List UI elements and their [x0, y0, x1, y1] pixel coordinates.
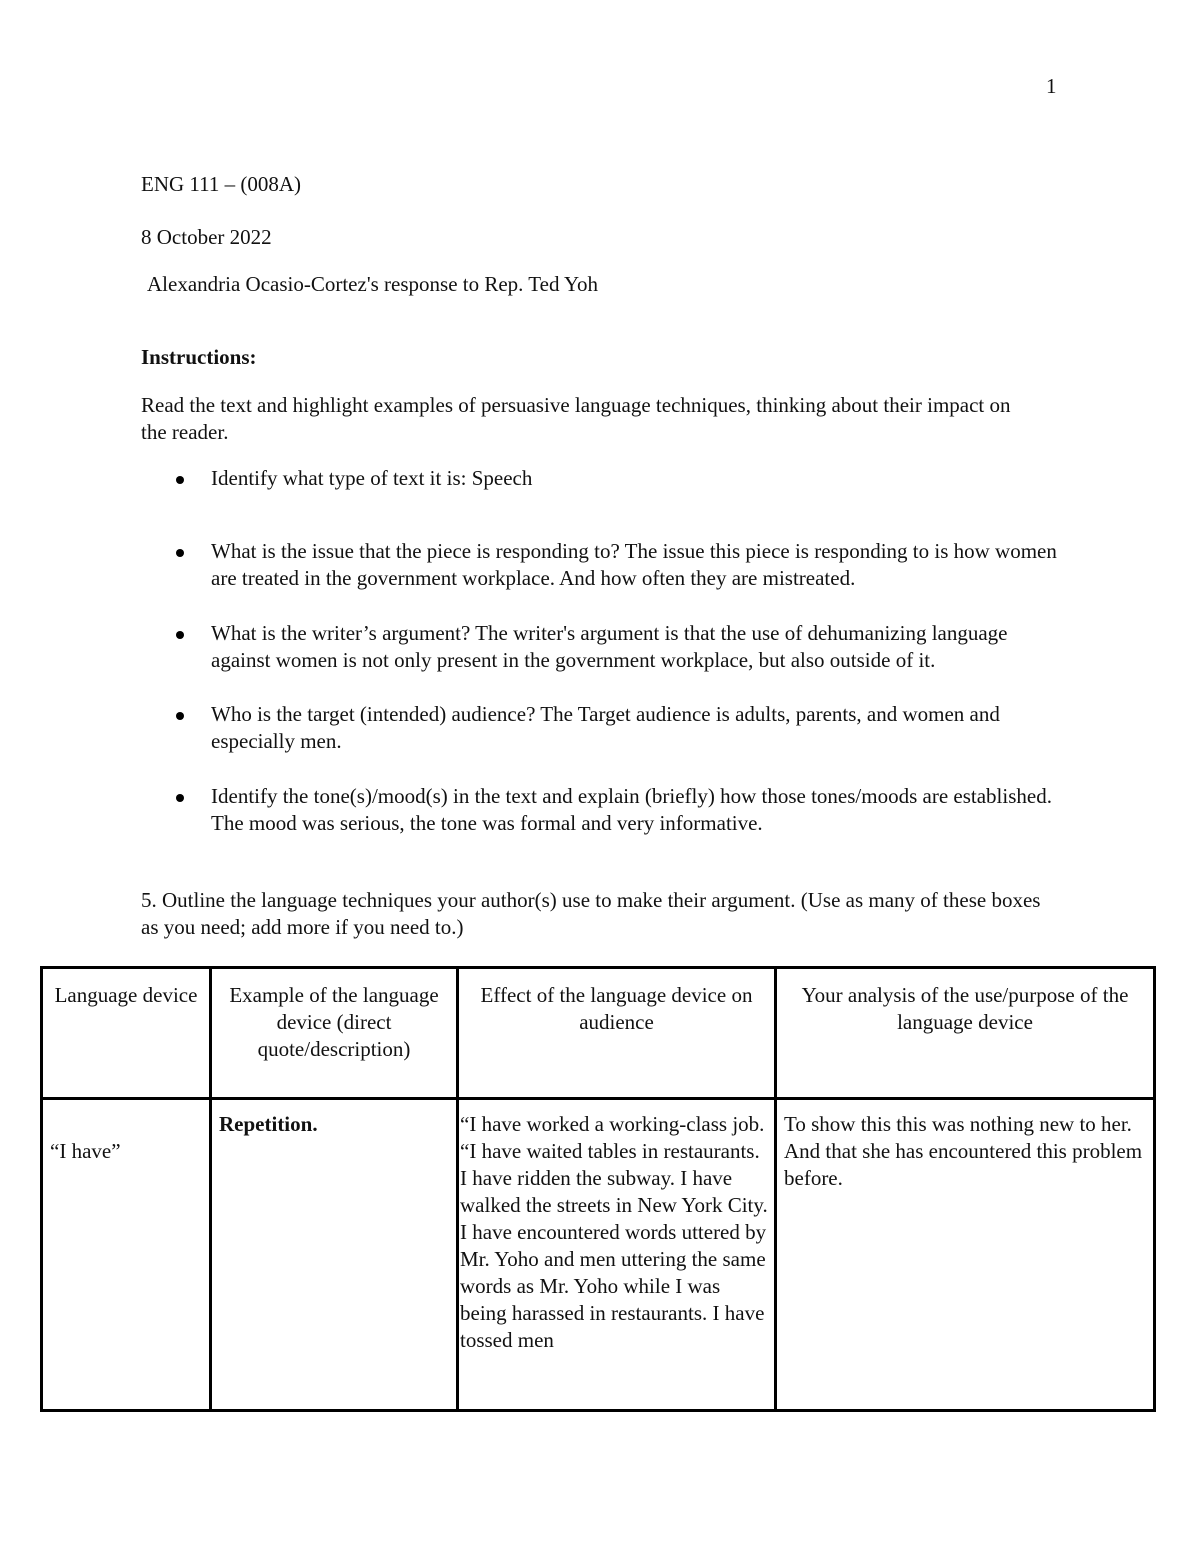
question-text: What is the issue that the piece is responding to? The issue this piece is responding to is how women are treated in the government workplace. And how often they are mistreated. — [211, 539, 1057, 590]
table-header-row — [42, 968, 1155, 1099]
header-cell — [42, 968, 211, 1099]
header-effect: Effect of the language device on audience — [480, 983, 753, 1034]
course-heading: ENG 111 – (008A) — [141, 172, 302, 196]
table-row — [42, 1099, 1155, 1411]
outline-instruction: 5. Outline the language techniques your author(s) use to make their argument. (Use as many of these boxes as you need; add more if you need to.) — [141, 888, 1041, 939]
question-item — [211, 783, 1071, 837]
example-cell — [211, 1099, 458, 1411]
effect-text: “I have worked a working-class job. “I have waited tables in restaurants. I have ridden the subway. I have walked the streets in New York City. I have encountered words uttered by Mr. Yoho and men uttering the same words as Mr. Yoho while I was being harassed in restaurants. I have tossed men — [460, 1112, 768, 1352]
device-text: “I have” — [50, 1139, 121, 1163]
header-cell — [458, 968, 776, 1099]
question-item — [211, 701, 1071, 755]
analysis-text: To show this this was nothing new to her. And that she has encountered this problem before. — [784, 1112, 1143, 1190]
bullet-icon — [176, 631, 184, 639]
effect-cell — [458, 1099, 776, 1411]
bullet-icon — [176, 712, 184, 720]
instructions-label: Instructions: — [141, 345, 257, 369]
header-cell — [776, 968, 1155, 1099]
page-number: 1 — [1046, 74, 1057, 98]
instructions-text: Read the text and highlight examples of persuasive language techniques, thinking about their impact on the reader. — [141, 393, 1011, 444]
header-analysis: Your analysis of the use/purpose of the language device — [801, 983, 1129, 1034]
question-text: Identify what type of text it is: Speech — [211, 466, 533, 490]
header-cell — [211, 968, 458, 1099]
device-cell — [42, 1099, 211, 1411]
date-line: 8 October 2022 — [141, 225, 272, 249]
question-text: Who is the target (intended) audience? The Target audience is adults, parents, and women and especially men. — [211, 702, 1000, 753]
example-text: Repetition. — [219, 1112, 318, 1136]
language-device-table — [40, 966, 1156, 1412]
question-item — [211, 538, 1071, 592]
analysis-cell — [776, 1099, 1155, 1411]
question-item — [211, 620, 1071, 674]
header-language-device: Language device — [54, 983, 198, 1007]
bullet-icon — [176, 476, 184, 484]
header-example: Example of the language device (direct quote/description) — [229, 983, 439, 1061]
question-text: Identify the tone(s)/mood(s) in the text and explain (briefly) how those tones/moods are established. The mood was serious, the tone was formal and very informative. — [211, 784, 1052, 835]
bullet-icon — [176, 794, 184, 802]
question-item — [211, 465, 1071, 492]
question-text: What is the writer’s argument? The writer's argument is that the use of dehumanizing language against women is not only present in the government workplace, but also outside of it. — [211, 621, 1008, 672]
document-title: Alexandria Ocasio-Cortez's response to Rep. Ted Yoh — [147, 272, 599, 296]
bullet-icon — [176, 549, 184, 557]
